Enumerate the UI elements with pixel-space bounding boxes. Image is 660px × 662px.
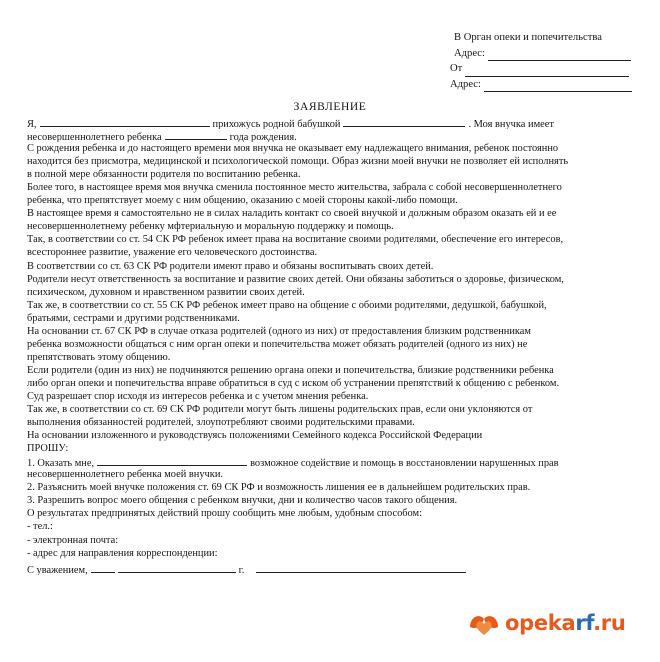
paragraph-line: В соответствии со ст. 63 СК РФ родители имеют право и обязаны воспитывать своих детей. xyxy=(27,260,434,272)
paragraph-line: Суд разрешает спор исходя из интересов ребенка и с учетом мнения ребенка. xyxy=(27,390,369,402)
paragraph-line: Так же, в соответствии со ст. 69 СК РФ родители могут быть лишены родительских прав, если они уклоняются от xyxy=(27,404,533,416)
request-line: О результатах предпринятых действий прошу сообщить мне любым, удобным способом: xyxy=(27,508,423,520)
paragraph-line: ребенка, что препятствует моему с ним общению, оказанию с моей стороны какой-либо помощи. xyxy=(27,195,458,207)
logo-word-ru: .ru xyxy=(593,611,626,635)
paragraph-line: выполнения обязанностей родителей, злоупотребляют своими родительскими правами. xyxy=(27,417,415,429)
paragraph-line: ребенка возможности общаться с ним орган опеки и попечительства может обязать родителей (одного из них) не xyxy=(27,338,528,350)
logo-word-rf: rf xyxy=(575,611,594,635)
closing-line xyxy=(27,562,633,575)
child-suffix: года рождения. xyxy=(229,132,297,143)
day-blank xyxy=(91,562,115,573)
paragraph-line: всестороннее развитие, уважение его человеческого достоинства. xyxy=(27,247,318,259)
request-line: - электронная почта: xyxy=(27,534,119,546)
item1-blank xyxy=(97,455,247,466)
request-line: - адрес для направления корреспонденции: xyxy=(27,547,218,559)
from-row xyxy=(450,61,632,77)
child-prefix: несовершеннолетнего ребенка xyxy=(27,132,162,143)
paragraph-line: В настоящее время я самостоятельно не в силах наладить контакт со своей внучкой и должным образом оказать ей и ее xyxy=(27,208,557,220)
address-label-1: Адрес: xyxy=(454,47,485,59)
paragraph-line: Родители несут ответственность за воспитание и развитие своих детей. Они обязаны заботиться о здоровье, физическом, xyxy=(27,273,564,285)
request-line: 2. Разъяснить моей внучке положения ст. 69 СК РФ и возможность лишения ее в дальнейшем родительских прав. xyxy=(27,482,531,494)
paragraph-line: Если родители (один из них) не подчиняются решению органа опеки и попечительства, близкие родственники ребенка xyxy=(27,364,554,376)
year-suffix: г. xyxy=(238,564,245,575)
paragraph-line: Более того, в настоящее время моя внучка сменила постоянное место жительства, забрала с собой несовершеннолетнего xyxy=(27,182,562,194)
paragraph-line: Так же, в соответствии со ст. 55 СК РФ ребенок имеет право на общение с обоими родителями, дедушкой, бабушкой, xyxy=(27,299,547,311)
hands-heart-icon xyxy=(466,605,502,641)
document-title: ЗАЯВЛЕНИЕ xyxy=(293,101,367,113)
child-year-blank xyxy=(165,129,227,140)
address-blank-1 xyxy=(488,48,631,61)
document-body xyxy=(27,116,633,575)
paragraph-line: На основании изложенного и руководствуясь положениями Семейного кодекса Российской Федерации xyxy=(27,430,483,442)
line1-tail: . Моя внучка имеет xyxy=(468,119,554,130)
paragraph-line: ПРОШУ: xyxy=(27,443,69,455)
granddaughter-name-blank xyxy=(343,116,465,127)
logo-wordmark xyxy=(505,611,625,635)
child-line xyxy=(27,129,633,142)
paragraph-line: несовершеннолетнему ребенку мфтериальную и моральную поддержку и помощь. xyxy=(27,221,394,233)
paragraph-line: братьями, сестрами и другими родственниками. xyxy=(27,312,240,324)
relation-text: прихожусь родной бабушкой xyxy=(212,119,341,130)
from-blank xyxy=(465,64,629,77)
statement-paragraphs xyxy=(27,142,633,455)
request-tail xyxy=(27,468,633,559)
paragraph-line: Так, в соответствии со ст. 54 СК РФ ребенок имеет права на воспитание своими родителями, обеспечение его интересов, xyxy=(27,234,564,246)
logo-word-opeka: opeka xyxy=(505,611,576,635)
signature-blank xyxy=(256,562,466,573)
addressee-organ xyxy=(450,30,632,46)
paragraph-line: С рождения ребенка и до настоящего времени моя внучка не оказывает ему надлежащего внимания, ребенок постоянно xyxy=(27,143,559,155)
paragraph-line: препятствовать этому общению. xyxy=(27,351,171,363)
from-label: От xyxy=(450,63,463,74)
applicant-name-blank xyxy=(40,116,210,127)
organ-label: В Орган опеки и попечительства xyxy=(454,32,602,43)
address-row-2 xyxy=(450,77,632,93)
address-blank-2 xyxy=(484,79,632,92)
address-row-1 xyxy=(450,46,632,62)
request-item-1 xyxy=(27,455,633,468)
item1-text: возможное содействие и помощь в восстановлении нарушенных прав xyxy=(250,458,559,469)
paragraph-line: в полной мере обязанности родителя по воспитанию ребенка. xyxy=(27,169,301,181)
address-label-2: Адрес: xyxy=(450,78,481,90)
request-line: - тел.: xyxy=(27,521,53,533)
addressee-block xyxy=(450,30,632,92)
paragraph-line: На основании ст. 67 СК РФ в случае отказа родителей (одного из них) от предоставления близким родственникам xyxy=(27,325,531,337)
closing-text: С уважением, xyxy=(27,564,88,575)
paragraph-line: психическом, духовном и нравственном развитии своих детей. xyxy=(27,286,305,298)
applicant-prefix: Я, xyxy=(27,119,37,130)
paragraph-line: либо орган опеки и попечительства вправе обратиться в суд с иском об устранении препятствий к общению с ребенком. xyxy=(27,377,560,389)
item1-prefix: 1. Оказать мне, xyxy=(27,458,95,469)
applicant-line xyxy=(27,116,633,129)
paragraph-line: находится без присмотра, медицинской и психологической помощи. Образ жизни моей внучки не позволяет ей исполнять xyxy=(27,156,569,168)
request-line: 3. Разрешить вопрос моего общения с ребенком внучки, дни и количество часов такого общения. xyxy=(27,495,458,507)
request-line: несовершеннолетнего ребенка моей внучки. xyxy=(27,469,223,481)
month-blank xyxy=(118,562,236,573)
site-logo xyxy=(466,605,625,641)
